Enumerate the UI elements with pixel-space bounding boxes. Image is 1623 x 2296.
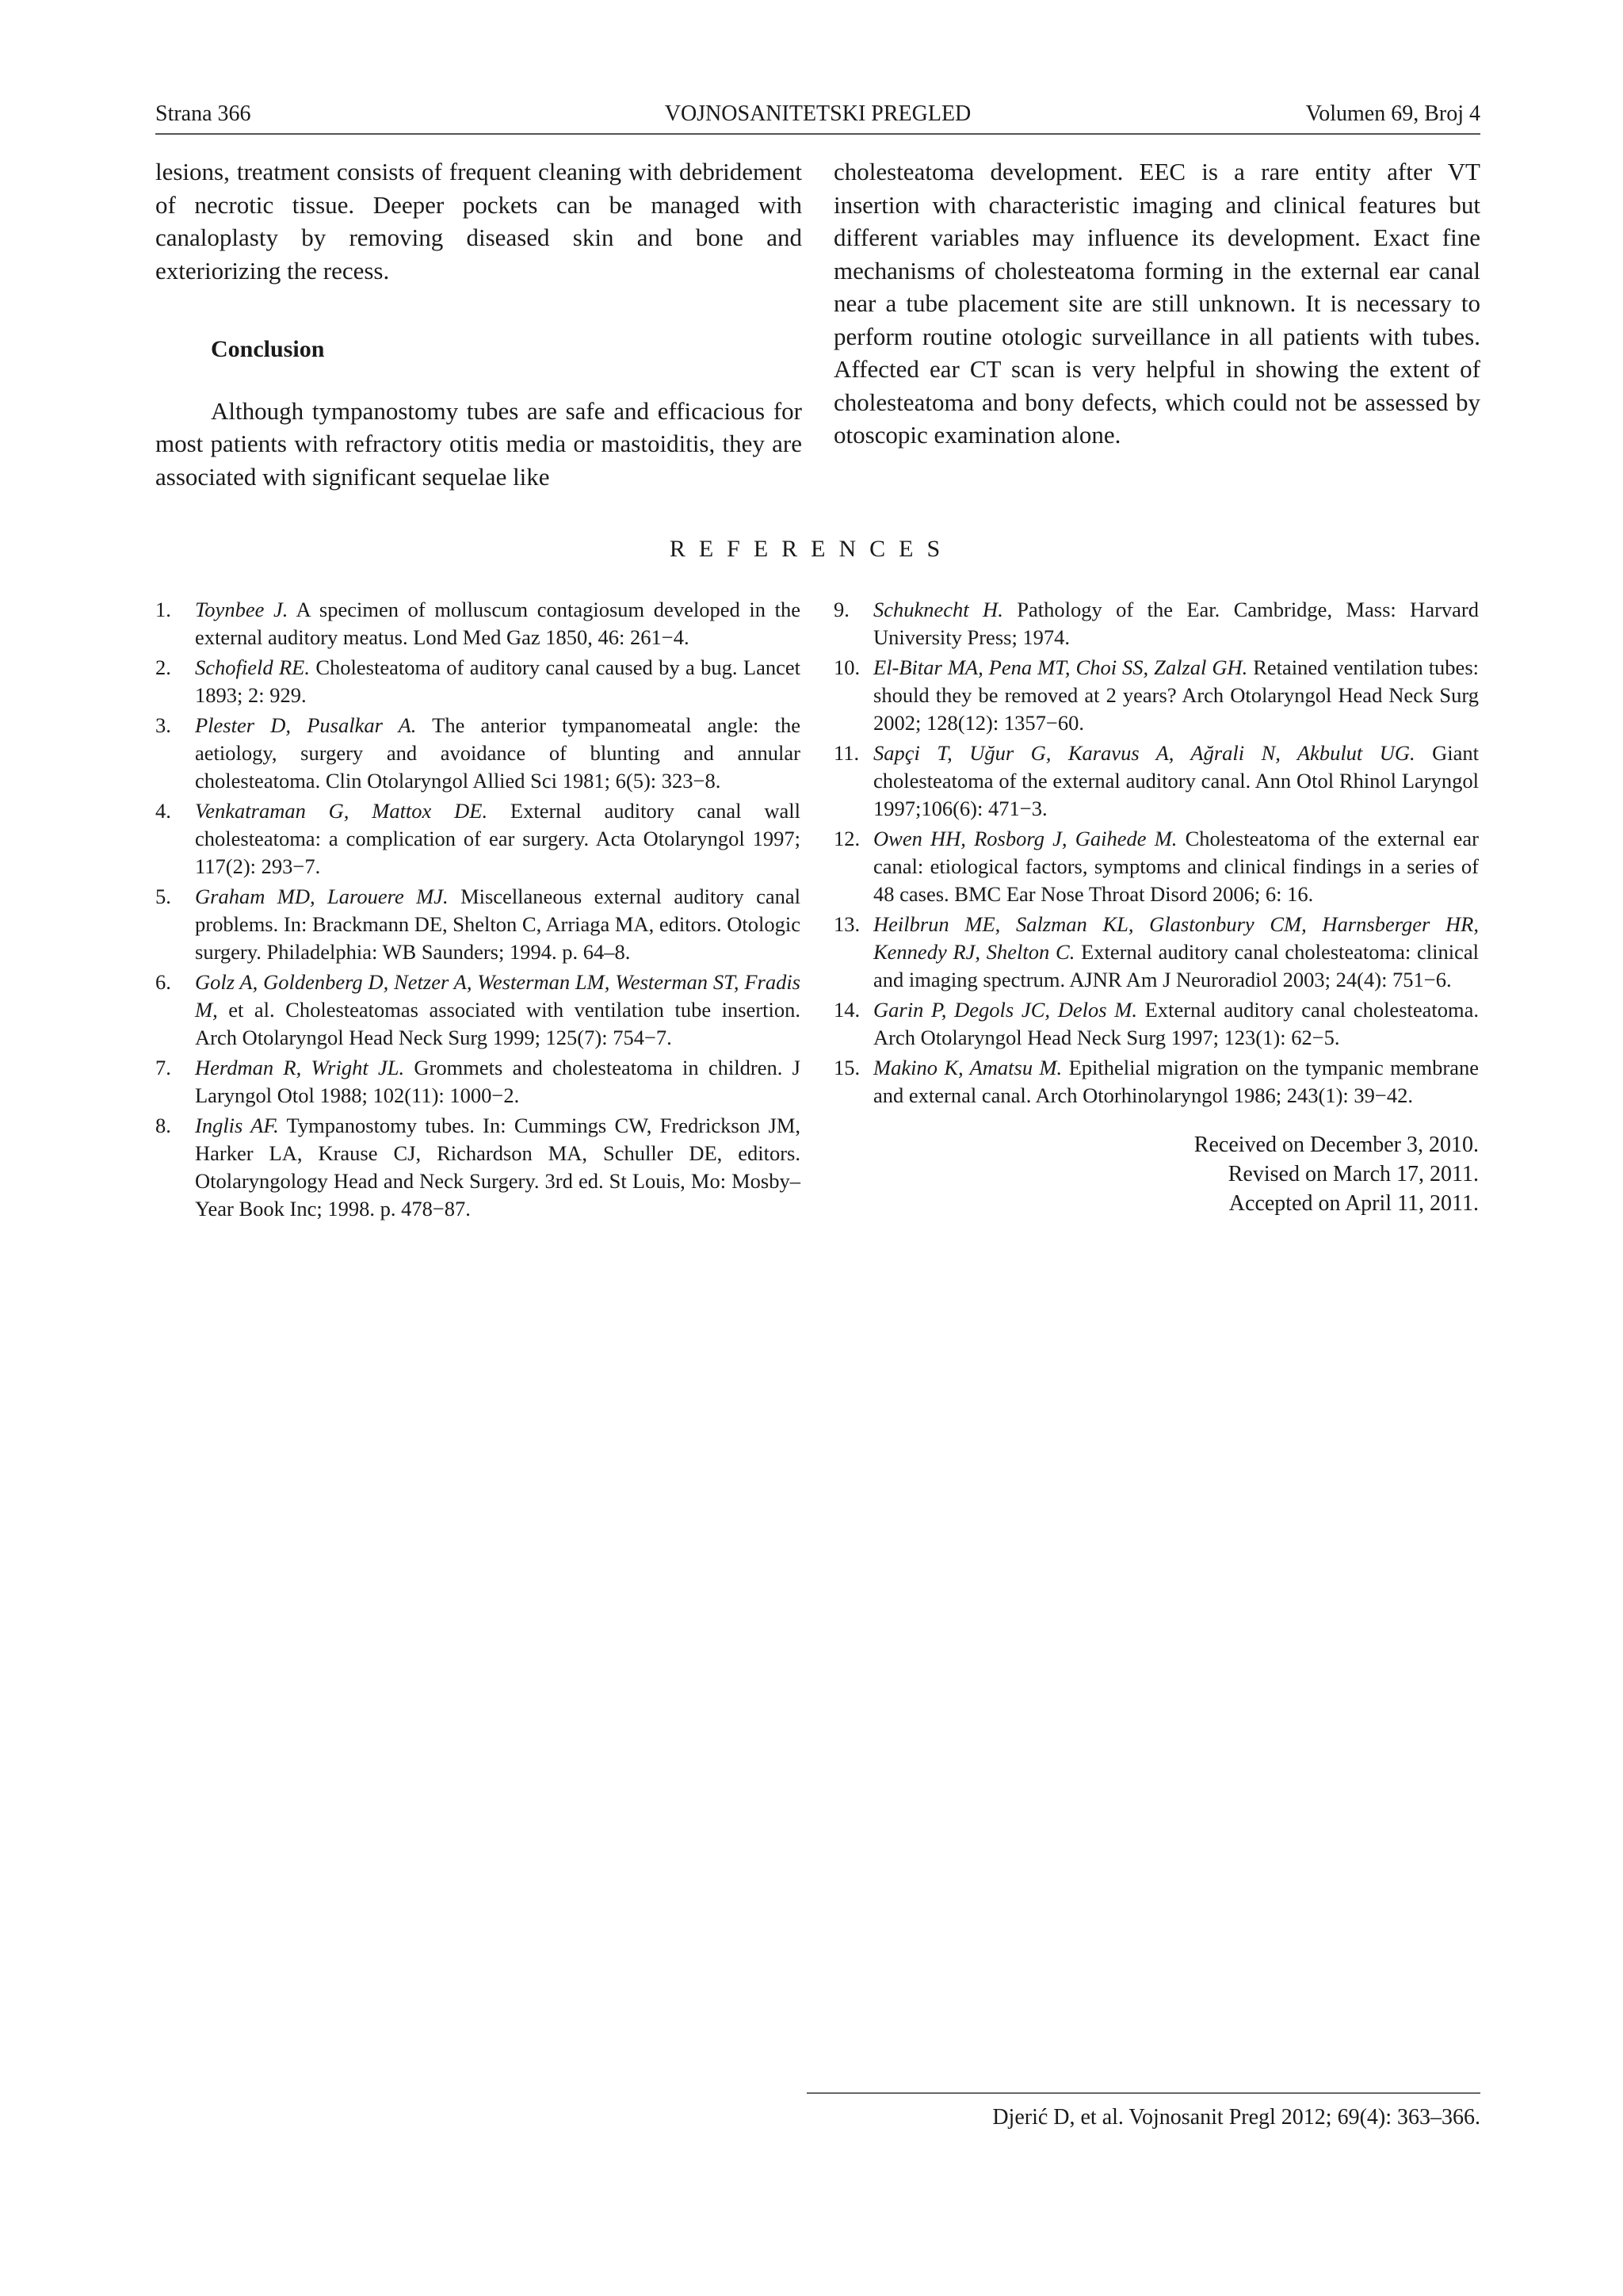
body-right-column (834, 155, 1480, 452)
reference-item (834, 654, 1479, 737)
reference-number: 8. (155, 1114, 171, 1137)
references-right-column (834, 596, 1479, 1218)
reference-authors: Golz A, Goldenberg D, Netzer A, Westerman LM, Westerman ST, Fradis M, (195, 970, 800, 1022)
reference-number: 14. (834, 998, 861, 1022)
reference-text: External auditory canal wall cholesteatoma: a complication of ear surgery. Acta Otolaryngol 1997; 117(2): 293−7. (195, 799, 800, 878)
reference-authors: Heilbrun ME, Salzman KL, Glastonbury CM, Harnsberger HR, Kennedy RJ, Shelton C. (873, 912, 1479, 964)
page-number-label: Strana 366 (155, 101, 251, 126)
reference-item (155, 1112, 800, 1223)
journal-name: VOJNOSANITETSKI PREGLED (664, 101, 972, 126)
reference-item (834, 739, 1479, 823)
reference-text: Grommets and cholesteatoma in children. J Laryngol Otol 1988; 102(11): 1000−2. (195, 1056, 800, 1107)
accepted-date: Accepted on April 11, 2011. (1228, 1191, 1479, 1216)
reference-text: Pathology of the Ear. Cambridge, Mass: Harvard University Press; 1974. (873, 598, 1479, 649)
references-right-list (834, 596, 1479, 1110)
reference-authors: Toynbee J. (195, 598, 288, 621)
reference-text: Tympanostomy tubes. In: Cummings CW, Fredrickson JM, Harker LA, Krause CJ, Richardson MA, Schuller DE, editors. Otolaryngology Head and Neck Surgery. 3rd ed. St Louis, Mo: Mosby–Year Book Inc; 1998. p. 478−87. (195, 1114, 801, 1221)
received-date: Received on December 3, 2010. (1193, 1133, 1479, 1157)
reference-number: 10. (834, 655, 861, 679)
reference-item (834, 825, 1479, 908)
revised-date: Revised on March 17, 2011. (1228, 1162, 1479, 1186)
reference-item (155, 797, 800, 881)
reference-number: 3. (155, 713, 171, 737)
reference-text: The anterior tympanomeatal angle: the aetiology, surgery and avoidance of blunting and annular cholesteatoma. Clin Otolaryngol Allied Sci 1981; 6(5): 323−8. (195, 713, 800, 793)
conclusion-paragraph: Although tympanostomy tubes are safe and efficacious for most patients with refractory otitis media or mastoiditis, they are associated with significant sequelae like (155, 396, 802, 491)
body-left-column (155, 155, 802, 493)
reference-item (155, 968, 800, 1052)
running-header (155, 98, 1480, 135)
reference-number: 1. (155, 598, 171, 621)
reference-text: External auditory canal cholesteatoma: clinical and imaging spectrum. AJNR Am J Neuroradiol 2003; 24(4): 751−6. (873, 940, 1479, 991)
body-paragraph: cholesteatoma development. EEC is a rare entity after VT insertion with characteristic imaging and clinical features but different variables may influence its development. Exact fine mechanisms of cholesteatoma forming in the external ear canal near a tube placement site are still unknown. It is necessary to perform routine otologic surveillance in all patients with tubes. Affected ear CT scan is very helpful in showing the extent of cholesteatoma and bony defects, which could not be assessed by otoscopic examination alone. (834, 158, 1480, 449)
reference-number: 9. (834, 598, 850, 621)
reference-authors: Plester D, Pusalkar A. (195, 713, 417, 737)
references-left-column (155, 596, 800, 1225)
reference-authors: Makino K, Amatsu M. (873, 1056, 1063, 1079)
reference-authors: Schofield RE. (195, 655, 310, 679)
footer-rule (807, 2092, 1480, 2094)
reference-number: 15. (834, 1056, 861, 1079)
volume-issue-label: Volumen 69, Broj 4 (1305, 101, 1480, 126)
reference-authors: Inglis AF. (195, 1114, 279, 1137)
reference-item (155, 654, 800, 709)
conclusion-heading: Conclusion (211, 336, 325, 362)
submission-dates (834, 1130, 1479, 1218)
citation-footer: Djerić D, et al. Vojnosanit Pregl 2012; 69(4): 363–366. (992, 2105, 1480, 2130)
reference-authors: Herdman R, Wright JL. (195, 1056, 405, 1079)
reference-text: Miscellaneous external auditory canal problems. In: Brackmann DE, Shelton C, Arriaga MA, editors. Otologic surgery. Philadelphia: WB Saunders; 1994. p. 64–8. (195, 884, 800, 964)
reference-item (834, 996, 1479, 1052)
reference-number: 7. (155, 1056, 171, 1079)
reference-authors: Graham MD, Larouere MJ. (195, 884, 449, 908)
reference-item (155, 712, 800, 795)
reference-item (834, 1054, 1479, 1110)
reference-number: 11. (834, 741, 860, 765)
reference-text: Epithelial migration on the tympanic membrane and external canal. Arch Otorhinolaryngol 1986; 243(1): 39−42. (873, 1056, 1479, 1107)
reference-authors: Owen HH, Rosborg J, Gaihede M. (873, 827, 1178, 850)
reference-number: 2. (155, 655, 171, 679)
reference-authors: Venkatraman G, Mattox DE. (195, 799, 488, 823)
reference-text: et al. Cholesteatomas associated with ventilation tube insertion. Arch Otolaryngol Head Neck Surg 1999; 125(7): 754−7. (195, 998, 800, 1049)
reference-number: 6. (155, 970, 171, 994)
reference-text: Retained ventilation tubes: should they be removed at 2 years? Arch Otolaryngol Head Neck Surg 2002; 128(12): 1357−60. (873, 655, 1479, 735)
reference-text: Cholesteatoma of the external ear canal: etiological factors, symptoms and clinical findings in a series of 48 cases. BMC Ear Nose Throat Disord 2006; 6: 16. (873, 827, 1480, 906)
reference-item (834, 911, 1479, 994)
reference-number: 5. (155, 884, 171, 908)
reference-number: 4. (155, 799, 171, 823)
reference-authors: Sapçi T, Uğur G, Karavus A, Ağrali N, Akbulut UG. (873, 741, 1415, 765)
reference-text: Cholesteatoma of auditory canal caused by a bug. Lancet 1893; 2: 929. (195, 655, 800, 707)
reference-text: Giant cholesteatoma of the external auditory canal. Ann Otol Rhinol Laryngol 1997;106(6): 471−3. (873, 741, 1479, 820)
references-heading: REFERENCES (669, 536, 954, 562)
reference-authors: Garin P, Degols JC, Delos M. (873, 998, 1137, 1022)
reference-number: 12. (834, 827, 861, 850)
reference-text: A specimen of molluscum contagiosum developed in the external auditory meatus. Lond Med Gaz 1850, 46: 261−4. (195, 598, 800, 649)
reference-item (155, 596, 800, 651)
reference-item (155, 883, 800, 966)
reference-authors: Schuknecht H. (873, 598, 1003, 621)
reference-item (155, 1054, 800, 1110)
reference-text: External auditory canal cholesteatoma. Arch Otolaryngol Head Neck Surg 1997; 123(1): 62−5. (873, 998, 1480, 1049)
reference-authors: El-Bitar MA, Pena MT, Choi SS, Zalzal GH. (873, 655, 1248, 679)
body-paragraph: lesions, treatment consists of frequent cleaning with debridement of necrotic tissue. Deeper pockets can be managed with canaloplasty by removing diseased skin and bone and exteriorizing the recess. (155, 158, 802, 285)
reference-number: 13. (834, 912, 861, 936)
reference-item (834, 596, 1479, 651)
